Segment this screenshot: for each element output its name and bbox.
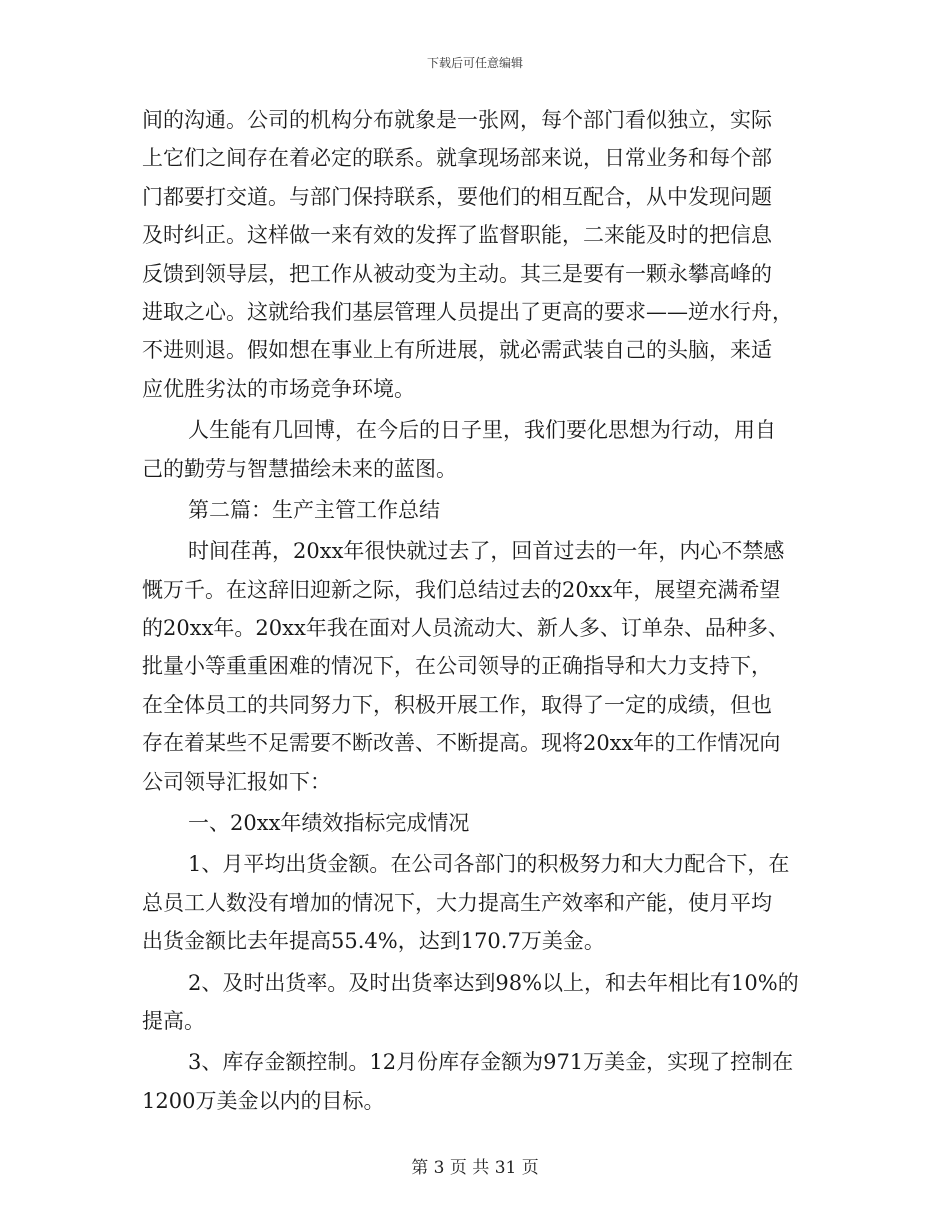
body-line: 反馈到领导层，把工作从被动变为主动。其三是要有一颗永攀高峰的 [142, 261, 772, 286]
body-line: 总员工人数没有增加的情况下，大力提高生产效率和产能，使月平均 [142, 890, 772, 915]
paragraph-start: 3、库存金额控制。12月份库存金额为971万美金，实现了控制在 [188, 1050, 794, 1075]
body-line: 存在着某些不足需要不断改善、不断提高。现将20xx年的工作情况向 [142, 731, 781, 756]
body-line: 的20xx年。20xx年我在面对人员流动大、新人多、订单杂、品种多、 [142, 616, 789, 641]
paragraph-start: 人生能有几回博，在今后的日子里，我们要化思想为行动，用自 [188, 418, 776, 443]
body-line: 门都要打交道。与部门保持联系，要他们的相互配合，从中发现问题 [142, 184, 772, 209]
body-line: 上它们之间存在着必定的联系。就拿现场部来说，日常业务和每个部 [142, 146, 772, 171]
document-body [142, 101, 810, 1120]
body-line: 及时纠正。这样做一来有效的发挥了监督职能，二来能及时的把信息 [142, 223, 772, 248]
body-line: 进取之心。这就给我们基层管理人员提出了更高的要求——逆水行舟， [142, 299, 793, 324]
body-line: 在全体员工的共同努力下，积极开展工作，取得了一定的成绩，但也 [142, 692, 772, 717]
body-line: 应优胜劣汰的市场竞争环境。 [142, 376, 415, 401]
body-line: 慨万千。在这辞旧迎新之际，我们总结过去的20xx年，展望充满希望 [142, 577, 781, 602]
body-line: 提高。 [142, 1008, 205, 1033]
subsection-heading: 一、20xx年绩效指标完成情况 [188, 811, 470, 836]
body-line: 1200万美金以内的目标。 [142, 1088, 385, 1113]
body-line: 间的沟通。公司的机构分布就象是一张网，每个部门看似独立，实际 [142, 108, 772, 132]
section-heading: 第二篇：生产主管工作总结 [188, 497, 440, 522]
page-header: 下载后可任意编辑 [426, 56, 523, 70]
body-line: 公司领导汇报如下： [142, 769, 331, 794]
paragraph-start: 时间荏苒，20xx年很快就过去了，回首过去的一年，内心不禁感 [188, 539, 785, 564]
body-line: 出货金额比去年提高55.4%，达到170.7万美金。 [142, 929, 605, 954]
page-number: 第 3 页 共 31 页 [411, 1158, 539, 1178]
body-line: 不进则退。假如想在事业上有所进展，就必需武装自己的头脑，来适 [142, 338, 772, 363]
paragraph-start: 2、及时出货率。及时出货率达到98%以上，和去年相比有10%的 [188, 970, 799, 995]
paragraph-start: 1、月平均出货金额。在公司各部门的积极努力和大力配合下，在 [188, 852, 790, 877]
body-line: 己的勤劳与智慧描绘未来的蓝图。 [142, 456, 457, 481]
body-line: 批量小等重重困难的情况下，在公司领导的正确指导和大力支持下， [142, 654, 772, 679]
